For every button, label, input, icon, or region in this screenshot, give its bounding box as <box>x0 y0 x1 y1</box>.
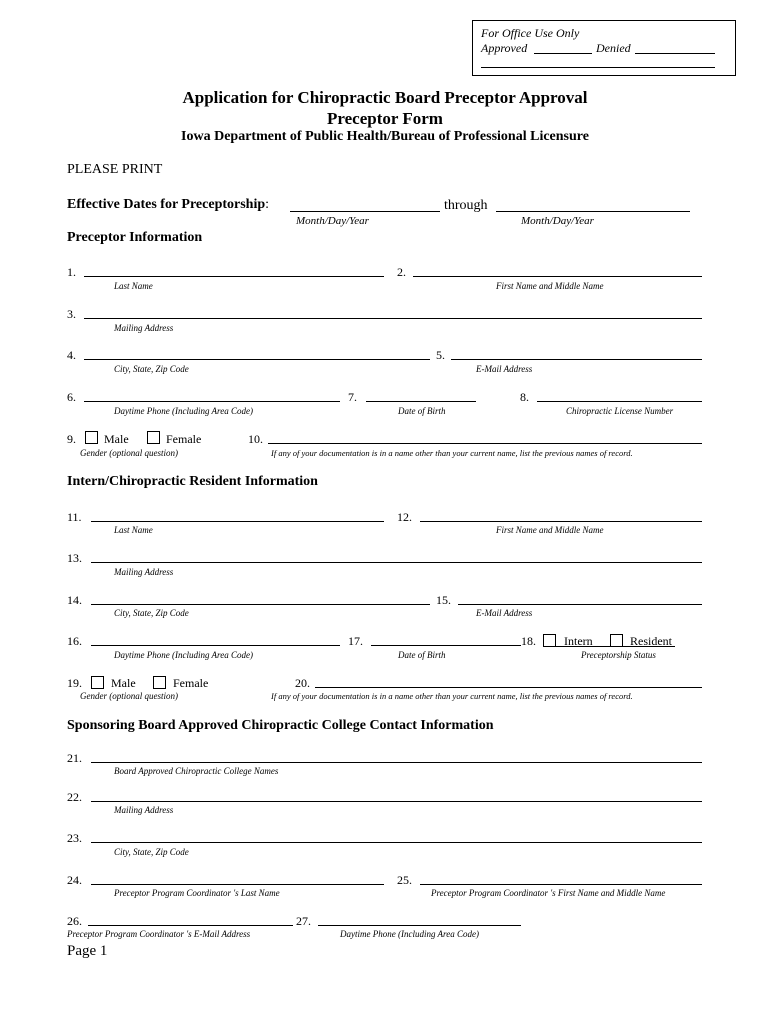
caption-13: Mailing Address <box>114 567 174 577</box>
field-number-3: 3. <box>67 307 76 321</box>
denied-line[interactable] <box>635 53 715 54</box>
intern-male-label: Male <box>111 676 136 690</box>
page-number: Page 1 <box>67 943 108 959</box>
field-number-7: 7. <box>348 390 357 404</box>
college-names-field[interactable] <box>91 762 702 763</box>
field-number-9: 9. <box>67 432 76 446</box>
intern-mailing-address-field[interactable] <box>91 562 702 563</box>
preceptor-heading: Preceptor Information <box>67 230 203 245</box>
status-underline <box>543 646 675 647</box>
approved-label: Approved <box>481 41 528 55</box>
caption-25: Preceptor Program Coordinator 's First Name and Middle Name <box>431 888 666 898</box>
denied-label: Denied <box>596 41 631 55</box>
approved-line[interactable] <box>534 53 592 54</box>
caption-24: Preceptor Program Coordinator 's Last Name <box>114 888 280 898</box>
intern-city-state-zip-field[interactable] <box>91 604 430 605</box>
preceptor-male-checkbox[interactable] <box>85 431 98 444</box>
form-title: Application for Chiropractic Board Preceptor Approval <box>182 88 588 107</box>
caption-15: E-Mail Address <box>476 608 533 618</box>
field-number-25: 25. <box>397 873 412 887</box>
preceptor-mailing-address-field[interactable] <box>84 318 702 319</box>
resident-status-label: Resident <box>630 634 672 648</box>
field-number-6: 6. <box>67 390 76 404</box>
intern-last-name-field[interactable] <box>91 521 384 522</box>
coordinator-last-name-field[interactable] <box>91 884 384 885</box>
please-print: PLEASE PRINT <box>67 162 163 177</box>
field-number-14: 14. <box>67 593 82 607</box>
caption-22: Mailing Address <box>114 805 174 815</box>
preceptor-dob-field[interactable] <box>366 401 476 402</box>
effective-end-field[interactable] <box>496 211 690 212</box>
caption-9: Gender (optional question) <box>80 448 178 458</box>
effective-start-caption: Month/Day/Year <box>296 215 369 227</box>
effective-start-field[interactable] <box>290 211 440 212</box>
caption-21: Board Approved Chiropractic College Names <box>114 766 279 776</box>
caption-20: If any of your documentation is in a name other than your current name, list the previous names of record. <box>271 691 633 701</box>
office-use-box <box>472 20 736 76</box>
intern-dob-field[interactable] <box>371 645 521 646</box>
college-city-state-zip-field[interactable] <box>91 842 702 843</box>
caption-11: Last Name <box>114 525 153 535</box>
field-number-1: 1. <box>67 265 76 279</box>
field-number-11: 11. <box>67 510 82 524</box>
through-label: through <box>444 198 488 213</box>
effective-dates-label: Effective Dates for Preceptorship: <box>67 197 270 212</box>
field-number-17: 17. <box>348 634 363 648</box>
preceptor-license-field[interactable] <box>537 401 702 402</box>
preceptor-first-name-field[interactable] <box>413 276 702 277</box>
caption-23: City, State, Zip Code <box>114 847 189 857</box>
caption-10: If any of your documentation is in a name other than your current name, list the previous names of record. <box>271 448 633 458</box>
field-number-4: 4. <box>67 348 76 362</box>
intern-phone-field[interactable] <box>91 645 340 646</box>
intern-heading: Intern/Chiropractic Resident Information <box>67 474 318 489</box>
caption-1: Last Name <box>114 281 153 291</box>
field-number-23: 23. <box>67 831 82 845</box>
intern-previous-names-field[interactable] <box>315 687 702 688</box>
effective-end-caption: Month/Day/Year <box>521 215 594 227</box>
caption-16: Daytime Phone (Including Area Code) <box>114 650 253 660</box>
caption-27: Daytime Phone (Including Area Code) <box>340 929 479 939</box>
caption-19: Gender (optional question) <box>80 691 178 701</box>
caption-26: Preceptor Program Coordinator 's E-Mail Address <box>67 929 251 939</box>
department-name: Iowa Department of Public Health/Bureau of Professional Licensure <box>181 129 589 144</box>
caption-3: Mailing Address <box>114 323 174 333</box>
field-number-2: 2. <box>397 265 406 279</box>
preceptor-city-state-zip-field[interactable] <box>84 359 430 360</box>
preceptor-email-field[interactable] <box>451 359 702 360</box>
intern-first-name-field[interactable] <box>420 521 702 522</box>
field-number-27: 27. <box>296 914 311 928</box>
office-use-title: For Office Use Only <box>481 26 580 40</box>
field-number-19: 19. <box>67 676 82 690</box>
caption-7: Date of Birth <box>398 406 446 416</box>
preceptor-phone-field[interactable] <box>84 401 340 402</box>
field-number-26: 26. <box>67 914 82 928</box>
college-mailing-address-field[interactable] <box>91 801 702 802</box>
preceptor-previous-names-field[interactable] <box>268 443 702 444</box>
college-heading: Sponsoring Board Approved Chiropractic College Contact Information <box>67 718 494 733</box>
coordinator-email-field[interactable] <box>88 925 293 926</box>
field-number-24: 24. <box>67 873 82 887</box>
intern-status-label: Intern <box>564 634 593 648</box>
field-number-18: 18. <box>521 634 536 648</box>
preceptor-female-label: Female <box>166 432 202 446</box>
caption-6: Daytime Phone (Including Area Code) <box>114 406 253 416</box>
field-number-15: 15. <box>436 593 451 607</box>
coordinator-phone-field[interactable] <box>318 925 521 926</box>
field-number-20: 20. <box>295 676 310 690</box>
office-signature-line[interactable] <box>481 67 715 68</box>
caption-5: E-Mail Address <box>476 364 533 374</box>
preceptor-female-checkbox[interactable] <box>147 431 160 444</box>
caption-8: Chiropractic License Number <box>566 406 674 416</box>
field-number-22: 22. <box>67 790 82 804</box>
caption-2: First Name and Middle Name <box>496 281 604 291</box>
caption-17: Date of Birth <box>398 650 446 660</box>
field-number-12: 12. <box>397 510 412 524</box>
intern-male-checkbox[interactable] <box>91 676 104 689</box>
preceptor-male-label: Male <box>104 432 129 446</box>
field-number-13: 13. <box>67 551 82 565</box>
intern-email-field[interactable] <box>458 604 702 605</box>
field-number-5: 5. <box>436 348 445 362</box>
intern-female-checkbox[interactable] <box>153 676 166 689</box>
form-subtitle: Preceptor Form <box>327 109 443 128</box>
coordinator-first-name-field[interactable] <box>420 884 702 885</box>
caption-12: First Name and Middle Name <box>496 525 604 535</box>
field-number-21: 21. <box>67 751 82 765</box>
caption-18: Preceptorship Status <box>581 650 656 660</box>
field-number-16: 16. <box>67 634 82 648</box>
intern-female-label: Female <box>173 676 209 690</box>
caption-14: City, State, Zip Code <box>114 608 189 618</box>
field-number-8: 8. <box>520 390 529 404</box>
caption-4: City, State, Zip Code <box>114 364 189 374</box>
preceptor-last-name-field[interactable] <box>84 276 384 277</box>
field-number-10: 10. <box>248 432 263 446</box>
